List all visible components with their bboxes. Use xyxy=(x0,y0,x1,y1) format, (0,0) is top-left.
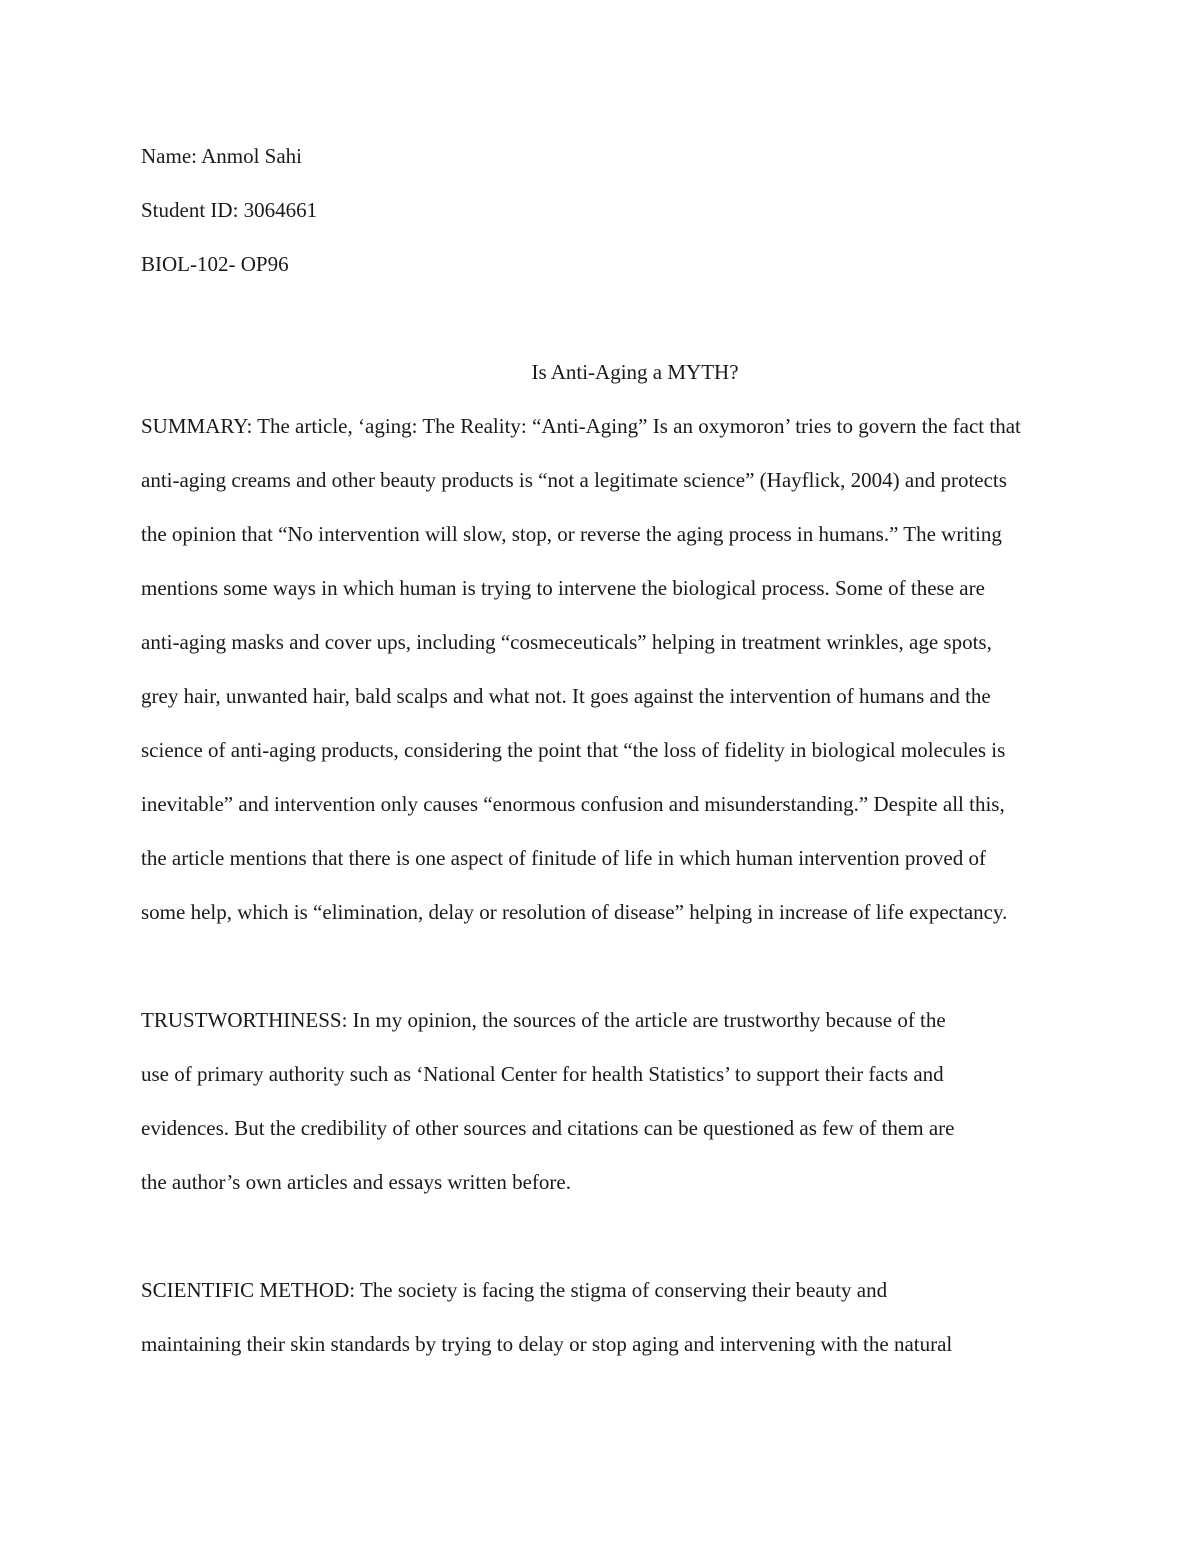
trustworthiness-line: the author’s own articles and essays written before. xyxy=(141,1170,571,1194)
document-title: Is Anti-Aging a MYTH? xyxy=(531,360,739,384)
trustworthiness-line: use of primary authority such as ‘National Center for health Statistics’ to support their facts and xyxy=(141,1062,944,1086)
trustworthiness-line: evidences. But the credibility of other sources and citations can be questioned as few of them are xyxy=(141,1116,955,1140)
student-id: Student ID: 3064661 xyxy=(141,198,318,222)
scientific-method-line: maintaining their skin standards by trying to delay or stop aging and intervening with the natural xyxy=(141,1332,953,1356)
summary-line: the article mentions that there is one aspect of finitude of life in which human intervention proved of xyxy=(141,846,986,870)
summary-line: some help, which is “elimination, delay or resolution of disease” helping in increase of life expectancy. xyxy=(141,900,1008,924)
student-name: Name: Anmol Sahi xyxy=(141,144,302,168)
summary-line: the opinion that “No intervention will slow, stop, or reverse the aging process in humans.” The writing xyxy=(141,522,1002,546)
summary-line: anti-aging masks and cover ups, including “cosmeceuticals” helping in treatment wrinkles, age spots, xyxy=(141,630,992,654)
summary-line: mentions some ways in which human is trying to intervene the biological process. Some of these are xyxy=(141,576,985,600)
trustworthiness-line: TRUSTWORTHINESS: In my opinion, the sources of the article are trustworthy because of the xyxy=(141,1008,946,1032)
summary-line: SUMMARY: The article, ‘aging: The Reality: “Anti-Aging” Is an oxymoron’ tries to govern the fact that xyxy=(141,414,1021,438)
summary-line: science of anti-aging products, considering the point that “the loss of fidelity in biological molecules is xyxy=(141,738,1006,762)
summary-line: inevitable” and intervention only causes “enormous confusion and misunderstanding.” Despite all this, xyxy=(141,792,1005,816)
summary-line: grey hair, unwanted hair, bald scalps and what not. It goes against the intervention of humans and the xyxy=(141,684,991,708)
summary-line: anti-aging creams and other beauty products is “not a legitimate science” (Hayflick, 2004) and protects xyxy=(141,468,1007,492)
scientific-method-line: SCIENTIFIC METHOD: The society is facing the stigma of conserving their beauty and xyxy=(141,1278,888,1302)
course-code: BIOL-102- OP96 xyxy=(141,252,289,276)
